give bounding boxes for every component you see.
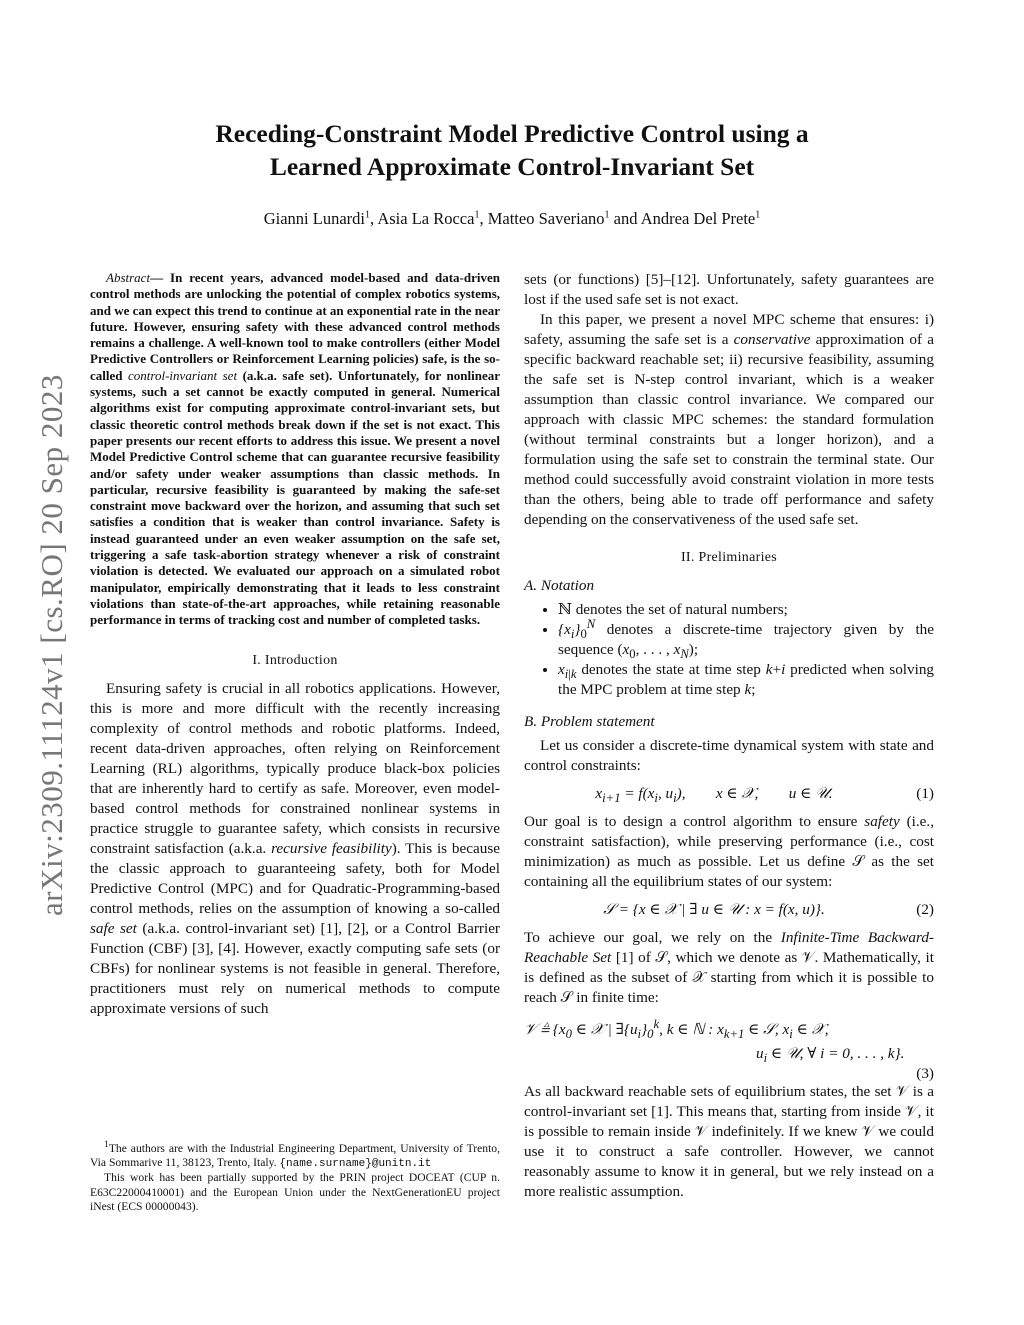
problem-paragraph: Let us consider a discrete-time dynamical system with state and control constraints: <box>524 737 934 774</box>
notation-list <box>524 600 934 700</box>
abstract-emphasis: control-invariant set <box>128 367 238 383</box>
equation-1 <box>524 784 934 804</box>
author-name: Matteo Saveriano <box>487 209 605 228</box>
right-column <box>524 270 934 1202</box>
equation-number: (3) <box>916 1065 934 1082</box>
emphasis: Infinite-Time Backward-Reachable Set <box>524 929 934 966</box>
notation-item: • ℕ denotes the set of natural numbers; <box>558 600 934 620</box>
notation-text: denotes a discrete-time trajectory given by the sequence <box>558 621 935 658</box>
paragraph-text: ). This is because the classic approach to guaranteeing safety, both for Model Predictive Control (MPC) and for Quadratic-Programming-based control methods, relies on the assumption of knowing a so-called <box>90 839 500 917</box>
intro-paragraph <box>90 679 500 1019</box>
problem-paragraph <box>524 928 934 1008</box>
section-heading-introduction: I. Introduction <box>252 652 338 668</box>
equation-2 <box>524 900 934 920</box>
footnote-text: The authors are with the Industrial Engineering Department, University of Trento, Via Sommarive 11, 38123, Trento, Italy. <box>90 1142 500 1170</box>
abstract-text: — In recent years, advanced model-based and data-driven control methods are unlocking the potential of complex robotics systems, and we can expect this trend to continue at an exponential rate in the near future. However, ensuring safety with these advanced control methods remains a challenge. A well-known tool to make controllers (either Model Predictive Controllers or Reinforcement Learning policies) safe, is the so-called <box>90 270 500 383</box>
paragraph-text: Ensuring safety is crucial in all robotics applications. However, this is more and more difficult with the recently increasing complexity of control methods and robotic platforms. Indeed, recent data-driven approaches, often relying on Reinforcement Learning (RL) algorithms, typically produce black-box policies that are inherently hard to certify as safe. Moreover, even model-based control methods for constrained nonlinear systems in practice struggle to guarantee safety, which consists in recursive constraint satisfaction (a.k.a. <box>90 679 500 857</box>
subsection-heading-notation: A. Notation <box>524 577 595 594</box>
paragraph-text: In this paper, we present a novel MPC scheme that ensures: i) safety, assuming the safe set is a <box>524 311 934 348</box>
equation-line: $u_i$ ∈ 𝒰, ∀ i = 0, . . . , k}. <box>756 1045 905 1066</box>
paragraph-text: Our goal is to design a control algorithm to ensure <box>524 813 865 830</box>
notation-text: predicted when solving the MPC problem at time step <box>558 661 935 698</box>
paragraph-text: [1] of 𝒮, which we denote as 𝒱. Mathematically, it is defined as the subset of 𝒳 starting from which it is possible to reach 𝒮 in finite time: <box>524 949 934 1006</box>
notation-item: • $\{x_i\}_0^N$ denotes a discrete-time trajectory given by the sequence ($x_0$, . . . , $x_N$); <box>558 620 934 660</box>
equation-body: 𝒮 = {x ∈ 𝒳 | ∃ u ∈ 𝒰 : x = f(x, u)}. <box>603 901 825 918</box>
equation-3 <box>524 1018 934 1082</box>
footnote-affiliation <box>90 1139 500 1171</box>
left-column <box>90 270 500 1019</box>
section-heading-preliminaries: II. Preliminaries <box>680 550 778 565</box>
title-line-1: Receding-Constraint Model Predictive Control using a <box>215 119 809 148</box>
equation-line: 𝒱 ≜ {$x_0$ ∈ 𝒳 | $\exists\{u_i\}_0^k$, k ∈ ℕ : $x_{k+1}$ ∈ 𝒮, $x_i$ ∈ 𝒳, <box>524 1016 829 1042</box>
abstract-lead: Abstract <box>106 270 151 285</box>
emphasis: conservative <box>733 331 811 348</box>
footnote-funding: This work has been partially supported by the PRIN project DOCEAT (CUP n. E63C22000410001) and the European Union under the NextGenerationEU project iNest (ECS 00000043). <box>90 1171 500 1213</box>
abstract <box>90 270 500 629</box>
author-name: Gianni Lunardi <box>263 209 365 228</box>
title-line-2: Learned Approximate Control-Invariant Set <box>269 152 755 181</box>
emphasis: safety <box>864 813 900 830</box>
footnotes <box>90 1136 500 1214</box>
footnote-email: {name.surname}@unitn.it <box>279 1158 432 1171</box>
author-separator: , <box>479 209 488 228</box>
author-affiliation-mark: 1 <box>364 209 370 221</box>
equation-body: $x_{i+1} = f(x_i$, $u_i$), x ∈ 𝒳, u ∈ 𝒰. <box>595 785 833 806</box>
problem-paragraph <box>524 812 934 892</box>
paragraph-text: (a.k.a. control-invariant set) [1], [2], or a Control Barrier Function (CBF) [3], [4]. However, exactly computing safe sets (or CBFs) for nonlinear systems is not feasible in general. Therefore, practitioners must rely on numerical methods to compute approximate versions of such <box>90 919 500 1017</box>
author-list <box>120 209 904 229</box>
paragraph-text: (i.e., constraint satisfaction), while preserving performance (i.e., cost minimization) as much as possible. Let us define 𝒮 as the set containing all the equilibrium states of our system: <box>524 813 934 890</box>
author-separator: , <box>369 209 378 228</box>
arxiv-identifier: arXiv:2309.11124v1 [cs.RO] 20 Sep 2023 <box>34 374 69 916</box>
emphasis: recursive feasibility <box>271 839 392 857</box>
intro-continuation: sets (or functions) [5]–[12]. Unfortunately, safety guarantees are lost if the used safe set is not exact. <box>524 271 934 308</box>
author-affiliation-mark: 1 <box>474 209 480 221</box>
abstract-text: (a.k.a. safe set). Unfortunately, for nonlinear systems, such a set cannot be exactly computed in general. Numerical algorithms exist for computing approximate control-invariant sets, but classic theoretic control methods break down if the set is not exact. This paper presents our recent efforts to address this issue. We present a novel Model Predictive Control scheme that can guarantee recursive feasibility and/or safety under weaker assumptions than classic methods. In particular, recursive feasibility is guaranteed by making the safe-set constraint move backward over the horizon, and assuming that such set satisfies a condition that is weaker than control invariance. Safety is instead guaranteed under an even weaker assumption on the safe set, triggering a safe task-abortion strategy whenever a risk of constraint violation is detected. We evaluated our approach on a simulated robot manipulator, empirically demonstrating that it leads to less constraint violations than state-of-the-art approaches, while retaining reasonable performance in terms of tracking cost and number of completed tasks. <box>90 367 500 628</box>
paragraph-text: approximation of a specific backward reachable set; ii) recursive feasibility, assuming the safe set is N-step control invariant, which is a weaker assumption than classic control invariance. We compared our approach with classic MPC schemes: the standard formulation (without terminal constraints but a longer horizon), and a formulation using the safe set to constrain the terminal state. Our method could successfully avoid constraint violation in more tests than the others, being able to trade off performance and safety depending on the conservativeness of the used safe set. <box>524 331 934 528</box>
notation-text: denotes the state at time step <box>581 661 761 678</box>
author-name: Asia La Rocca <box>377 209 475 228</box>
author-name: Andrea Del Prete <box>640 209 756 228</box>
author-affiliation-mark: 1 <box>604 209 610 221</box>
notation-item: • $x_{i|k}$ denotes the state at time step k+i predicted when solving the MPC problem at time step k; <box>558 660 934 700</box>
equation-number: (2) <box>916 901 934 918</box>
author-affiliation-mark: 1 <box>755 209 761 221</box>
subsection-heading-problem-statement: B. Problem statement <box>524 713 655 730</box>
equation-number: (1) <box>916 785 934 802</box>
paper-title <box>120 117 904 183</box>
author-separator: and <box>609 209 641 228</box>
emphasis: safe set <box>90 919 137 937</box>
footnote-mark: 1 <box>104 1139 109 1151</box>
problem-paragraph: As all backward reachable sets of equilibrium states, the set 𝒱 is a control-invariant set [1]. This means that, starting from inside 𝒱, it is possible to remain inside 𝒱 indefinitely. If we knew 𝒱 we could use it to construct a safe controller. However, we cannot reasonably assume to know it in general, but we rely instead on a more realistic assumption. <box>524 1083 934 1200</box>
paragraph-text: To achieve our goal, we rely on the <box>524 929 781 946</box>
notation-text: denotes the set of natural numbers; <box>571 601 788 618</box>
intro-paragraph <box>524 310 934 530</box>
